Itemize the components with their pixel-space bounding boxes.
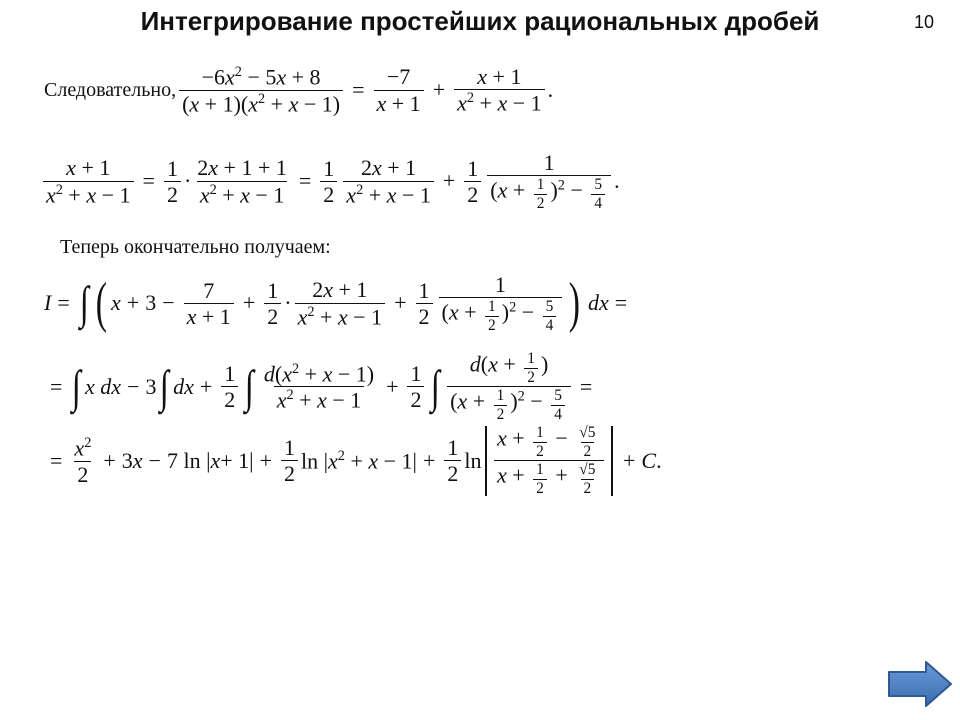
fraction-original: $\frac{-6x^2 - 5x + 8}{(x + 1)(x^2 + x - 1)}$ xyxy=(179,64,343,116)
slide-title: Интегрирование простейших рациональных дробей xyxy=(140,6,820,36)
now-finally-label: Теперь окончательно получаем: xyxy=(60,236,331,258)
equation-split-fraction: $\frac{x + 1}{x^2 + x - 1}$ = $\frac{1}{2}$ · $\frac{2x + 1 + 1}{x^2 + x - 1}$ = $\frac{1}{2}$ $\frac{2x + 1}{x^2 + x - 1}$ + $\frac{1}{2}$ 1 (x + $\frac{1}{2}$ )$^2$ − $\frac{5}{4}$ . xyxy=(40,150,620,213)
equation-integral-result: = $\frac{x^2}{2}$ + 3 x − 7 ln | x + 1| + $\frac{1}{2}$ $\ln |x^2 + x - 1|$ + $\frac{1}{2}$ ln x + $\frac{1}{2}$ − $\frac{√5}{2}$ x + $\frac{1}{2}$ + $\frac{√5}{2}$ + C . xyxy=(50,424,662,498)
therefore-label: Следовательно, xyxy=(44,78,177,101)
equation-integral-split: = ∫ x dx − 3 ∫ dx + $\frac{1}{2}$ ∫ $\frac{d(x^2 + x - 1)}{x^2 + x - 1}$ + $\frac{1}{2}$ ∫ d(x + $\frac{1}{2}$ ) (x + $\frac{1}{2}$ )$^2$ − $\frac{5}{4}$ = xyxy=(50,350,593,424)
now-finally-text xyxy=(60,236,331,259)
equation-integral-setup: I = ∫ ( x + 3 − $\frac{7}{x + 1}$ + $\frac{1}{2}$ · $\frac{2x + 1}{x^2 + x - 1}$ + $\frac{1}{2}$ 1 (x + $\frac{1}{2}$ )$^2$ − $\frac{5}{4}$ ) dx = xyxy=(44,272,628,335)
equation-decomposition: Следовательно, $\frac{-6x^2 - 5x + 8}{(x + 1)(x^2 + x - 1)}$ = $\frac{-7}{x + 1}$ + $\frac{x + 1}{x^2 + x - 1}$ . xyxy=(44,64,554,116)
arrow-right-icon[interactable] xyxy=(886,660,954,708)
slide-number: 10 xyxy=(913,12,934,32)
